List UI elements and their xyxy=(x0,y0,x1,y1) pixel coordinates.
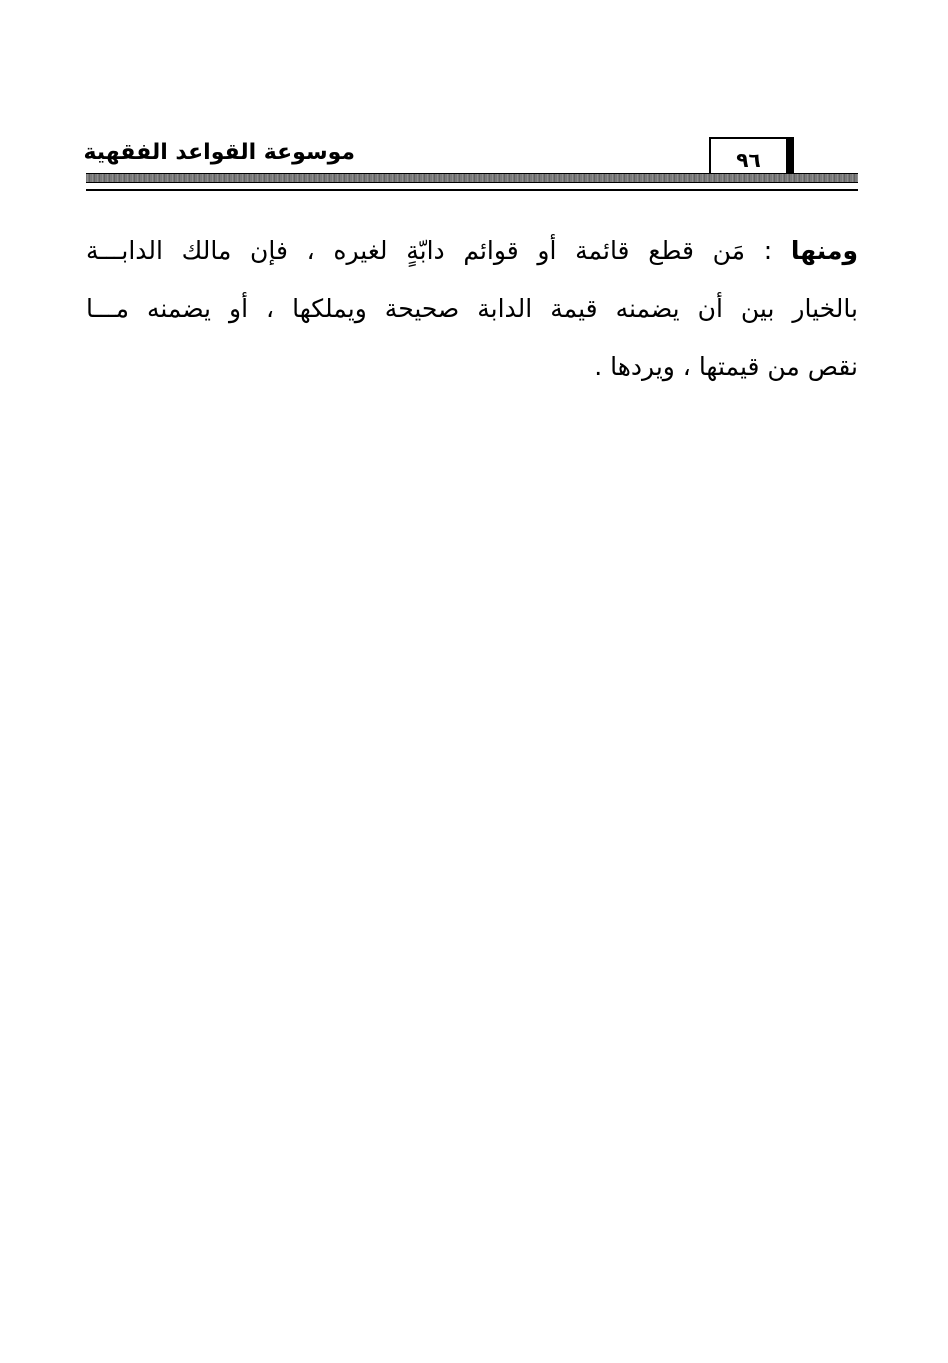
paragraph-line-3: نقص من قيمتها ، ويردها . xyxy=(594,352,858,381)
body-paragraph xyxy=(86,222,858,396)
lead-word: ومنها xyxy=(790,236,858,265)
header-rule-line xyxy=(86,189,858,191)
paragraph-line-1 xyxy=(86,222,858,280)
page-number: ٩٦ xyxy=(709,137,788,181)
header-rule-band xyxy=(86,173,858,183)
running-header-title: موسوعة القواعد الفقهية xyxy=(83,140,355,165)
paragraph-line-2: بالخيار بين أن يضمنه قيمة الدابة صحيحة ويملكها ، أو يضمنه مـــا xyxy=(86,294,858,323)
line-1-text: : مَن قطع قائمة أو قوائم دابّةٍ لغيره ، فإن مالك الدابـــة xyxy=(86,236,791,265)
